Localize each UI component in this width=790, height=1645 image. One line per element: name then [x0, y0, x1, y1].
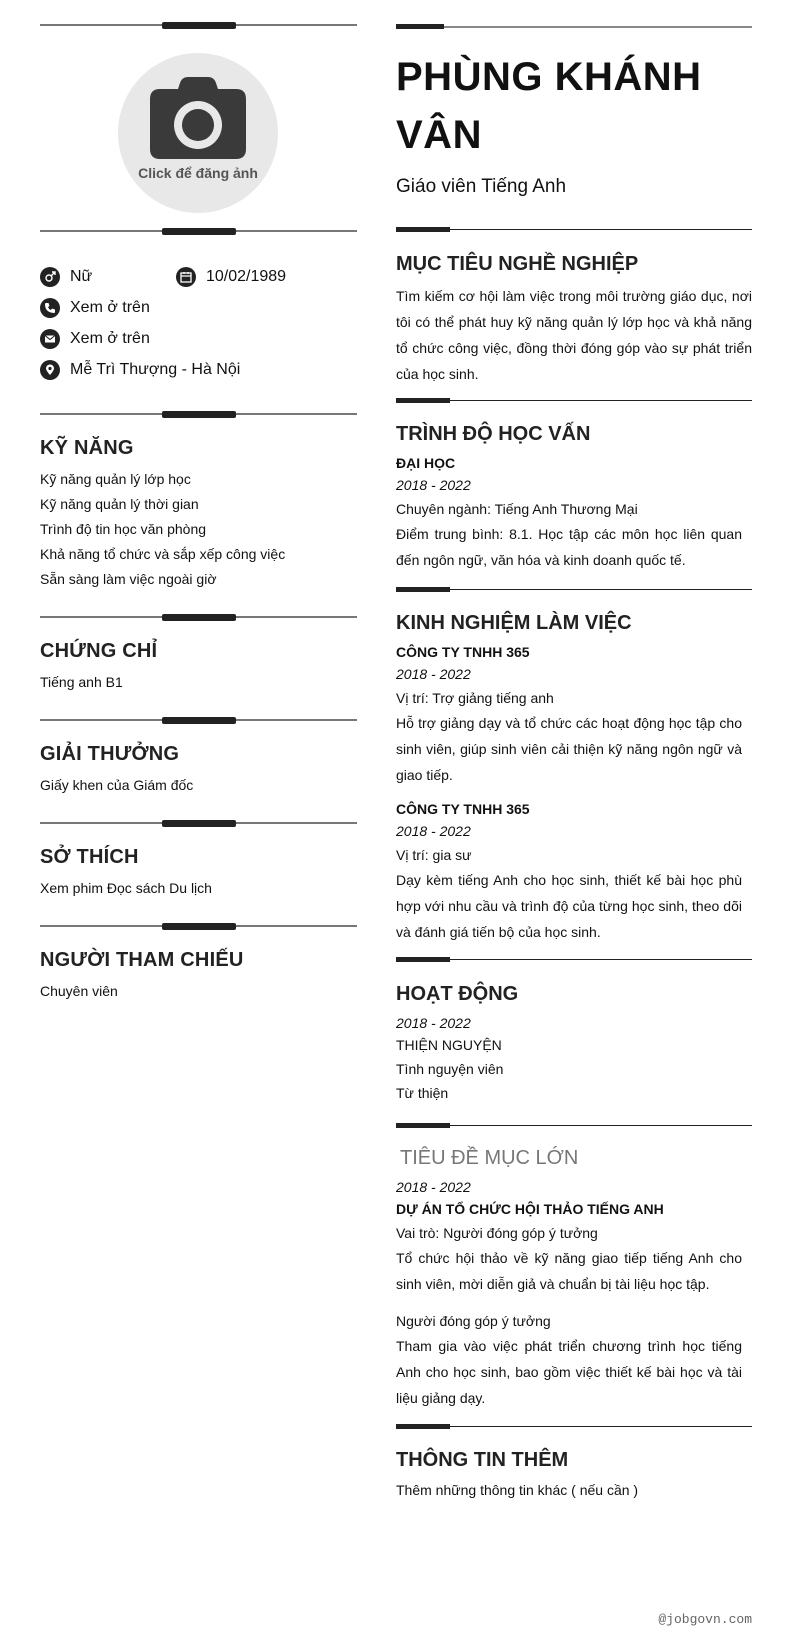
awards-heading: GIẢI THƯỞNG — [40, 743, 180, 765]
gender-value: Nữ — [70, 268, 93, 285]
birthday-row — [176, 265, 286, 289]
skill-item: Khả năng tổ chức và sắp xếp công việc — [40, 546, 286, 562]
calendar-icon — [176, 267, 196, 287]
job-description: Hỗ trợ giảng dạy và tổ chức các hoạt động học tập cho sinh viên, giúp sinh viên cải thiện kỹ năng ngôn ngữ và giao tiếp. — [396, 715, 742, 783]
divider — [40, 923, 357, 930]
divider — [40, 820, 357, 827]
reference-item: Chuyên viên — [40, 983, 118, 999]
address-row — [40, 358, 240, 382]
avatar-upload-label: Click để đăng ảnh — [138, 165, 258, 181]
avatar-upload[interactable] — [118, 53, 278, 213]
job-position: Vị trí: gia sư — [396, 847, 472, 863]
address-value: Mễ Trì Thượng - Hà Nội — [70, 361, 241, 378]
skill-item: Sẵn sàng làm việc ngoài giờ — [40, 571, 217, 587]
candidate-name: PHÙNG KHÁNH VÂN — [396, 55, 702, 157]
objective-text: Tìm kiếm cơ hội làm việc trong môi trường giáo dục, nơi tôi có thể phát huy kỹ năng quản lý lớp học và khả năng tổ chức công việc, đồng thời đóng góp vào sự phát triển của học sinh. — [396, 288, 752, 382]
divider — [396, 587, 752, 592]
activity-date: 2018 - 2022 — [396, 1015, 471, 1031]
extra-heading: THÔNG TIN THÊM — [396, 1449, 569, 1471]
certificates-heading: CHỨNG CHỈ — [40, 640, 158, 662]
gender-icon — [40, 267, 60, 287]
project-date: 2018 - 2022 — [396, 1179, 471, 1195]
divider — [396, 1424, 752, 1429]
divider — [40, 228, 357, 235]
email-row — [40, 327, 150, 351]
award-item: Giấy khen của Giám đốc — [40, 777, 194, 793]
divider — [396, 1123, 752, 1128]
divider — [40, 614, 357, 621]
education-school: ĐẠI HỌC — [396, 455, 456, 471]
skill-item: Kỹ năng quản lý thời gian — [40, 496, 199, 512]
job-company: CÔNG TY TNHH 365 — [396, 644, 530, 660]
skill-item: Trình độ tin học văn phòng — [40, 521, 207, 537]
activity-desc: Từ thiện — [396, 1085, 449, 1101]
divider — [40, 411, 357, 418]
skills-heading: KỸ NĂNG — [40, 437, 134, 459]
job-title: Giáo viên Tiếng Anh — [396, 176, 567, 197]
divider — [40, 22, 357, 29]
gender-row — [40, 265, 92, 289]
job-description: Dạy kèm tiếng Anh cho học sinh, thiết kế bài học phù hợp với nhu cầu và trình độ của từng học sinh, theo dõi và đánh giá tiến bộ của học sinh. — [396, 872, 742, 940]
project-description: Tổ chức hội thảo về kỹ năng giao tiếp tiếng Anh cho sinh viên, mời diễn giả và chuẩn bị tài liệu học tập. — [396, 1250, 742, 1292]
activity-role: Tình nguyện viên — [396, 1061, 504, 1077]
divider — [40, 717, 357, 724]
job-company: CÔNG TY TNHH 365 — [396, 801, 530, 817]
references-heading: NGƯỜI THAM CHIẾU — [40, 949, 244, 971]
education-detail: Điểm trung bình: 8.1. Học tập các môn học liên quan đến ngôn ngữ, văn hóa và kinh doanh quốc tế. — [396, 526, 742, 568]
email-icon — [40, 329, 60, 349]
email-value: Xem ở trên — [70, 330, 150, 347]
location-pin-icon — [40, 360, 60, 380]
project-role: Người đóng góp ý tưởng — [396, 1313, 551, 1329]
education-date: 2018 - 2022 — [396, 477, 471, 493]
job-date: 2018 - 2022 — [396, 823, 471, 839]
objective-heading: MỤC TIÊU NGHỀ NGHIỆP — [396, 253, 639, 275]
activity-org: THIỆN NGUYỆN — [396, 1037, 502, 1053]
projects-heading: TIÊU ĐỀ MỤC LỚN — [400, 1147, 579, 1169]
project-role: Vai trò: Người đóng góp ý tưởng — [396, 1225, 598, 1241]
hobbies-heading: SỞ THÍCH — [40, 846, 139, 868]
divider — [396, 24, 752, 29]
phone-icon — [40, 298, 60, 318]
divider — [396, 227, 752, 232]
education-heading: TRÌNH ĐỘ HỌC VẤN — [396, 423, 591, 445]
project-name: DỰ ÁN TỔ CHỨC HỘI THẢO TIẾNG ANH — [396, 1201, 664, 1217]
activities-heading: HOẠT ĐỘNG — [396, 983, 519, 1005]
birthday-value: 10/02/1989 — [206, 268, 287, 285]
skill-item: Kỹ năng quản lý lớp học — [40, 471, 191, 487]
phone-value: Xem ở trên — [70, 299, 150, 316]
extra-text: Thêm những thông tin khác ( nếu cần ) — [396, 1482, 639, 1498]
project-description: Tham gia vào việc phát triển chương trình học tiếng Anh cho học sinh, bao gồm việc thiết kế bài học và tài liệu giảng dạy. — [396, 1338, 742, 1406]
education-major: Chuyên ngành: Tiếng Anh Thương Mại — [396, 501, 638, 517]
certificate-item: Tiếng anh B1 — [40, 674, 123, 690]
camera-icon — [150, 75, 246, 159]
phone-row — [40, 296, 150, 320]
hobby-item: Xem phim Đọc sách Du lịch — [40, 880, 212, 896]
divider — [396, 957, 752, 962]
experience-heading: KINH NGHIỆM LÀM VIỆC — [396, 612, 632, 634]
job-date: 2018 - 2022 — [396, 666, 471, 682]
watermark: @jobgovn.com — [658, 1612, 752, 1627]
job-position: Vị trí: Trợ giảng tiếng anh — [396, 690, 554, 706]
divider — [396, 398, 752, 403]
